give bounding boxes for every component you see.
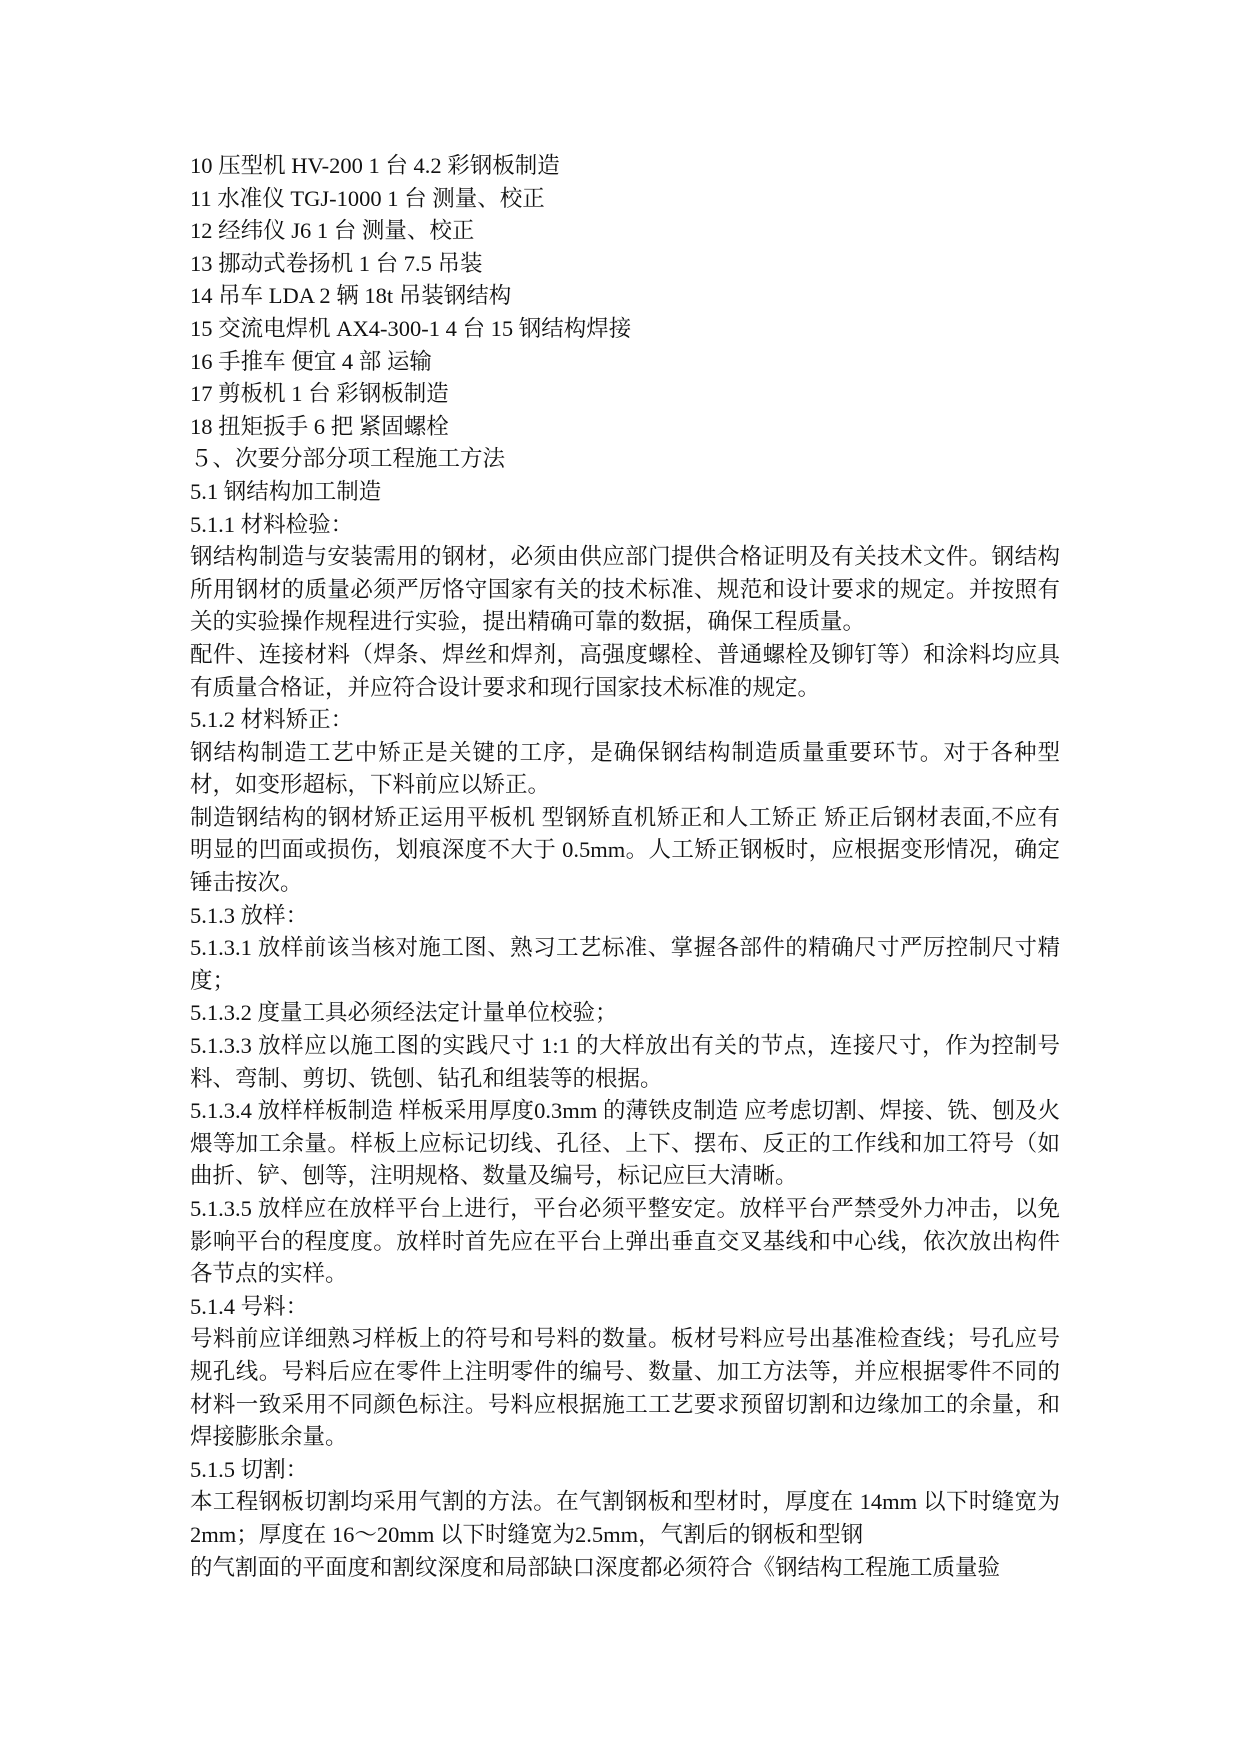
equipment-row-10: 10 压型机 HV-200 1 台 4.2 彩钢板制造: [190, 153, 560, 178]
subheading-5-1-4: 5.1.4 号料：: [190, 1293, 309, 1319]
equipment-row-14: 14 吊车 LDA 2 辆 18t 吊装钢结构: [190, 283, 512, 309]
subheading-5-1-1: 5.1.1 材料检验：: [190, 511, 354, 537]
subheading-5-1-5: 5.1.5 切割：: [190, 1456, 309, 1482]
paragraph-straightening-key: 钢结构制造工艺中矫正是关键的工序，是确保钢结构制造质量重要环节。对于各种型材，如变形超标，下料前应以矫正。: [190, 739, 1060, 798]
paragraph-straightening-method: 制造钢结构的钢材矫正运用平板机 型钢矫直机矫正和人工矫正 矫正后钢材表面,不应有明显的凹面或损伤，划痕深度不大于 0.5mm。人工矫正钢板时，应根据变形情况，确定锤击按次。: [190, 804, 1060, 896]
equipment-row-13: 13 挪动式卷扬机 1 台 7.5 吊装: [190, 250, 483, 276]
equipment-row-15: 15 交流电焊机 AX4-300-1 4 台 15 钢结构焊接: [190, 315, 632, 341]
equipment-row-16: 16 手推车 便宜 4 部 运输: [190, 348, 432, 374]
paragraph-cutting: 本工程钢板切割均采用气割的方法。在气割钢板和型材时，厚度在 14mm 以下时缝宽为 2mm；厚度在 16～20mm 以下时缝宽为2.5mm，气割后的钢板和型钢: [190, 1489, 1060, 1547]
subheading-5-1-3: 5.1.3 放样：: [190, 902, 309, 928]
paragraph-5-1-3-1: 5.1.3.1 放样前该当核对施工图、熟习工艺标准、掌握各部件的精确尺寸严厉控制尺寸精度；: [190, 935, 1060, 993]
paragraph-connection-materials: 配件、连接材料（焊条、焊丝和焊剂，高强度螺栓、普通螺栓及铆钉等）和涂料均应具有质量合格证，并应符合设计要求和现行国家技术标准的规定。: [190, 641, 1060, 700]
paragraph-material-inspection: 钢结构制造与安装需用的钢材，必须由供应部门提供合格证明及有关技术文件。钢结构所用钢材的质量必须严厉恪守国家有关的技术标准、规范和设计要求的规定。并按照有关的实验操作规程进行实验，提出精确可靠的数据，确保工程质量。: [190, 544, 1060, 635]
paragraph-5-1-3-2: 5.1.3.2 度量工具必须经法定计量单位校验；: [190, 1000, 618, 1026]
equipment-row-11: 11 水准仪 TGJ-1000 1 台 测量、校正: [190, 185, 545, 211]
section-heading-5-1: 5.1 钢结构加工制造: [190, 478, 382, 504]
equipment-row-18: 18 扭矩扳手 6 把 紧固螺栓: [190, 413, 449, 439]
paragraph-marking: 号料前应详细熟习样板上的符号和号料的数量。板材号料应号出基准检查线；号孔应号规孔线。号料后应在零件上注明零件的编号、数量、加工方法等，并应根据零件不同的材料一致采用不同颜色标注。号料应根据施工工艺要求预留切割和边缘加工的余量，和焊接膨胀余量。: [190, 1326, 1060, 1450]
paragraph-5-1-3-3: 5.1.3.3 放样应以施工图的实践尺寸 1:1 的大样放出有关的节点，连接尺寸，作为控制号料、弯制、剪切、铣刨、钻孔和组装等的根据。: [190, 1033, 1060, 1091]
section-heading-5: ５、次要分部分项工程施工方法: [190, 446, 506, 472]
paragraph-5-1-3-4: 5.1.3.4 放样样板制造 样板采用厚度0.3mm 的薄铁皮制造 应考虑切割、焊接、铣、刨及火煨等加工余量。样板上应标记切线、孔径、上下、摆布、反正的工作线和加工符号（如曲折、铲、刨等，注明规格、数量及编号，标记应巨大清晰。: [190, 1098, 1060, 1189]
equipment-row-17: 17 剪板机 1 台 彩钢板制造: [190, 381, 449, 407]
paragraph-cutting-continued: 的气割面的平面度和割纹深度和局部缺口深度都必须符合《钢结构工程施工质量验: [190, 1554, 1001, 1580]
subheading-5-1-2: 5.1.2 材料矫正：: [190, 707, 354, 733]
document-body: [190, 150, 1060, 1584]
equipment-row-12: 12 经纬仪 J6 1 台 测量、校正: [190, 218, 475, 244]
paragraph-5-1-3-5: 5.1.3.5 放样应在放样平台上进行，平台必须平整安定。放样平台严禁受外力冲击，以免影响平台的程度度。放样时首先应在平台上弹出垂直交叉基线和中心线，依次放出构件各节点的实样。: [190, 1196, 1060, 1287]
